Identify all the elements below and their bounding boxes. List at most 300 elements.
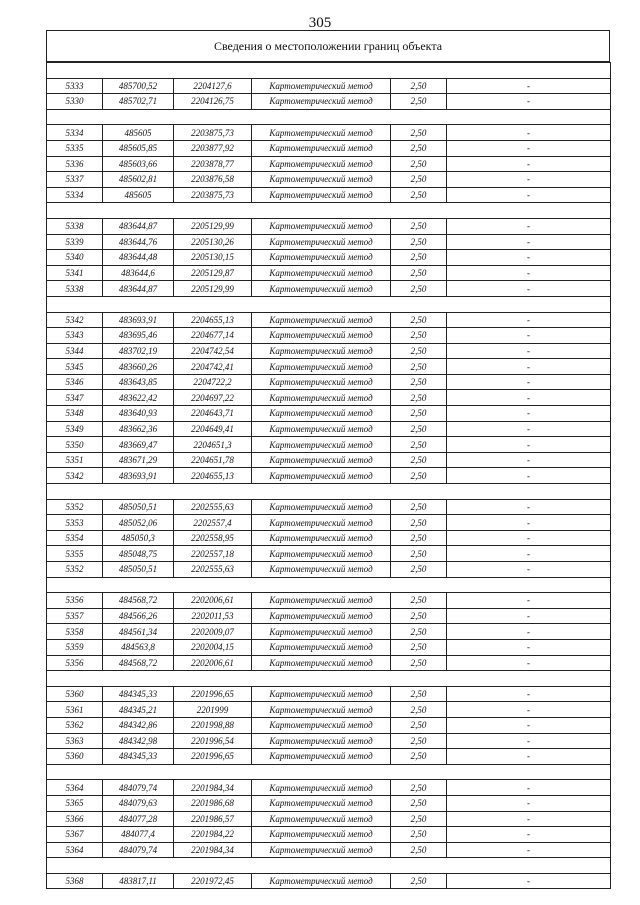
x-coordinate-cell: 483695,46	[103, 328, 174, 344]
description-cell: -	[447, 639, 611, 655]
table-row	[47, 250, 611, 266]
point-number-cell: 5363	[47, 733, 103, 749]
description-cell: -	[447, 717, 611, 733]
y-coordinate-cell: 2203875,73	[174, 187, 252, 203]
accuracy-cell: 2,50	[391, 281, 447, 297]
x-coordinate-cell: 484077,4	[103, 827, 174, 843]
y-coordinate-cell: 2201986,68	[174, 795, 252, 811]
x-coordinate-cell: 483817,11	[103, 873, 174, 889]
accuracy-cell: 2,50	[391, 374, 447, 390]
description-cell: -	[447, 562, 611, 578]
description-cell: -	[447, 827, 611, 843]
x-coordinate-cell: 483702,19	[103, 343, 174, 359]
description-cell: -	[447, 780, 611, 796]
y-coordinate-cell: 2203876,58	[174, 172, 252, 188]
description-cell: -	[447, 437, 611, 453]
table-row	[47, 343, 611, 359]
method-cell: Картометрический метод	[252, 218, 391, 234]
point-number-cell: 5364	[47, 842, 103, 858]
description-cell: -	[447, 795, 611, 811]
accuracy-cell: 2,50	[391, 546, 447, 562]
point-number-cell: 5339	[47, 234, 103, 250]
group-separator-row	[47, 109, 611, 125]
description-cell: -	[447, 655, 611, 671]
accuracy-cell: 2,50	[391, 452, 447, 468]
x-coordinate-cell: 485603,66	[103, 156, 174, 172]
description-cell: -	[447, 499, 611, 515]
accuracy-cell: 2,50	[391, 624, 447, 640]
point-number-cell: 5338	[47, 218, 103, 234]
description-cell: -	[447, 546, 611, 562]
y-coordinate-cell: 2204655,13	[174, 312, 252, 328]
table-row	[47, 795, 611, 811]
method-cell: Картометрический метод	[252, 717, 391, 733]
method-cell: Картометрический метод	[252, 140, 391, 156]
description-cell: -	[447, 125, 611, 141]
y-coordinate-cell: 2201996,65	[174, 749, 252, 765]
description-cell: -	[447, 749, 611, 765]
accuracy-cell: 2,50	[391, 187, 447, 203]
description-cell: -	[447, 281, 611, 297]
table-row	[47, 842, 611, 858]
description-cell: -	[447, 359, 611, 375]
description-cell: -	[447, 343, 611, 359]
method-cell: Картометрический метод	[252, 390, 391, 406]
table-row	[47, 125, 611, 141]
accuracy-cell: 2,50	[391, 468, 447, 484]
accuracy-cell: 2,50	[391, 94, 447, 110]
table-row	[47, 234, 611, 250]
y-coordinate-cell: 2201986,57	[174, 811, 252, 827]
y-coordinate-cell: 2201996,54	[174, 733, 252, 749]
table-row	[47, 265, 611, 281]
table-row	[47, 78, 611, 94]
coordinates-table	[46, 62, 611, 889]
y-coordinate-cell: 2201972,45	[174, 873, 252, 889]
y-coordinate-cell: 2201999	[174, 702, 252, 718]
description-cell: -	[447, 686, 611, 702]
group-separator-row	[47, 577, 611, 593]
method-cell: Картометрический метод	[252, 281, 391, 297]
accuracy-cell: 2,50	[391, 172, 447, 188]
x-coordinate-cell: 484079,74	[103, 842, 174, 858]
x-coordinate-cell: 483693,91	[103, 312, 174, 328]
point-number-cell: 5351	[47, 452, 103, 468]
x-coordinate-cell: 483644,87	[103, 218, 174, 234]
method-cell: Картометрический метод	[252, 639, 391, 655]
y-coordinate-cell: 2201984,22	[174, 827, 252, 843]
point-number-cell: 5342	[47, 468, 103, 484]
x-coordinate-cell: 485050,51	[103, 499, 174, 515]
method-cell: Картометрический метод	[252, 359, 391, 375]
y-coordinate-cell: 2204126,75	[174, 94, 252, 110]
table-row	[47, 359, 611, 375]
point-number-cell: 5343	[47, 328, 103, 344]
y-coordinate-cell: 2202558,95	[174, 530, 252, 546]
group-separator-row	[47, 203, 611, 219]
group-separator-row	[47, 764, 611, 780]
table-row	[47, 655, 611, 671]
method-cell: Картометрический метод	[252, 78, 391, 94]
method-cell: Картометрический метод	[252, 172, 391, 188]
x-coordinate-cell: 484077,28	[103, 811, 174, 827]
x-coordinate-cell: 485702,71	[103, 94, 174, 110]
accuracy-cell: 2,50	[391, 608, 447, 624]
point-number-cell: 5347	[47, 390, 103, 406]
x-coordinate-cell: 484345,33	[103, 749, 174, 765]
x-coordinate-cell: 485605	[103, 125, 174, 141]
table-row	[47, 608, 611, 624]
y-coordinate-cell: 2202555,63	[174, 499, 252, 515]
point-number-cell: 5337	[47, 172, 103, 188]
y-coordinate-cell: 2205129,99	[174, 218, 252, 234]
accuracy-cell: 2,50	[391, 78, 447, 94]
group-separator-row	[47, 296, 611, 312]
accuracy-cell: 2,50	[391, 421, 447, 437]
accuracy-cell: 2,50	[391, 811, 447, 827]
description-cell: -	[447, 873, 611, 889]
accuracy-cell: 2,50	[391, 140, 447, 156]
method-cell: Картометрический метод	[252, 593, 391, 609]
point-number-cell: 5338	[47, 281, 103, 297]
point-number-cell: 5341	[47, 265, 103, 281]
table-row	[47, 827, 611, 843]
method-cell: Картометрический метод	[252, 702, 391, 718]
method-cell: Картометрический метод	[252, 733, 391, 749]
description-cell: -	[447, 218, 611, 234]
accuracy-cell: 2,50	[391, 125, 447, 141]
method-cell: Картометрический метод	[252, 265, 391, 281]
method-cell: Картометрический метод	[252, 624, 391, 640]
x-coordinate-cell: 485050,3	[103, 530, 174, 546]
separator-cell	[47, 577, 611, 593]
method-cell: Картометрический метод	[252, 608, 391, 624]
point-number-cell: 5366	[47, 811, 103, 827]
x-coordinate-cell: 483644,6	[103, 265, 174, 281]
method-cell: Картометрический метод	[252, 343, 391, 359]
description-cell: -	[447, 390, 611, 406]
accuracy-cell: 2,50	[391, 780, 447, 796]
y-coordinate-cell: 2202004,15	[174, 639, 252, 655]
point-number-cell: 5350	[47, 437, 103, 453]
point-number-cell: 5352	[47, 562, 103, 578]
x-coordinate-cell: 485700,52	[103, 78, 174, 94]
accuracy-cell: 2,50	[391, 749, 447, 765]
accuracy-cell: 2,50	[391, 655, 447, 671]
x-coordinate-cell: 483640,93	[103, 406, 174, 422]
group-separator-row	[47, 63, 611, 79]
table-row	[47, 702, 611, 718]
description-cell: -	[447, 608, 611, 624]
accuracy-cell: 2,50	[391, 328, 447, 344]
table-row	[47, 312, 611, 328]
method-cell: Картометрический метод	[252, 468, 391, 484]
point-number-cell: 5352	[47, 499, 103, 515]
description-cell: -	[447, 328, 611, 344]
x-coordinate-cell: 485605	[103, 187, 174, 203]
y-coordinate-cell: 2204697,22	[174, 390, 252, 406]
method-cell: Картометрический метод	[252, 421, 391, 437]
y-coordinate-cell: 2203877,92	[174, 140, 252, 156]
y-coordinate-cell: 2202009,07	[174, 624, 252, 640]
y-coordinate-cell: 2202006,61	[174, 593, 252, 609]
method-cell: Картометрический метод	[252, 546, 391, 562]
method-cell: Картометрический метод	[252, 452, 391, 468]
separator-cell	[47, 109, 611, 125]
method-cell: Картометрический метод	[252, 374, 391, 390]
separator-cell	[47, 296, 611, 312]
y-coordinate-cell: 2202555,63	[174, 562, 252, 578]
table-row	[47, 639, 611, 655]
y-coordinate-cell: 2202557,18	[174, 546, 252, 562]
y-coordinate-cell: 2204655,13	[174, 468, 252, 484]
y-coordinate-cell: 2201998,88	[174, 717, 252, 733]
table-row	[47, 140, 611, 156]
method-cell: Картометрический метод	[252, 842, 391, 858]
accuracy-cell: 2,50	[391, 406, 447, 422]
point-number-cell: 5365	[47, 795, 103, 811]
method-cell: Картометрический метод	[252, 499, 391, 515]
y-coordinate-cell: 2203875,73	[174, 125, 252, 141]
point-number-cell: 5360	[47, 686, 103, 702]
table-row	[47, 437, 611, 453]
x-coordinate-cell: 484079,74	[103, 780, 174, 796]
description-cell: -	[447, 842, 611, 858]
accuracy-cell: 2,50	[391, 250, 447, 266]
accuracy-cell: 2,50	[391, 390, 447, 406]
method-cell: Картометрический метод	[252, 562, 391, 578]
table-row	[47, 562, 611, 578]
point-number-cell: 5355	[47, 546, 103, 562]
table-row	[47, 374, 611, 390]
table-row	[47, 624, 611, 640]
y-coordinate-cell: 2204677,14	[174, 328, 252, 344]
accuracy-cell: 2,50	[391, 827, 447, 843]
x-coordinate-cell: 485050,51	[103, 562, 174, 578]
x-coordinate-cell: 485605,85	[103, 140, 174, 156]
description-cell: -	[447, 452, 611, 468]
separator-cell	[47, 63, 611, 79]
x-coordinate-cell: 485052,06	[103, 515, 174, 531]
description-cell: -	[447, 406, 611, 422]
description-cell: -	[447, 265, 611, 281]
table-title: Сведения о местоположении границ объекта	[46, 30, 610, 62]
x-coordinate-cell: 483671,29	[103, 452, 174, 468]
description-cell: -	[447, 140, 611, 156]
group-separator-row	[47, 858, 611, 874]
y-coordinate-cell: 2205130,26	[174, 234, 252, 250]
x-coordinate-cell: 484561,34	[103, 624, 174, 640]
method-cell: Картометрический метод	[252, 125, 391, 141]
table-row	[47, 780, 611, 796]
description-cell: -	[447, 94, 611, 110]
x-coordinate-cell: 484568,72	[103, 655, 174, 671]
method-cell: Картометрический метод	[252, 250, 391, 266]
table-row	[47, 390, 611, 406]
x-coordinate-cell: 483669,47	[103, 437, 174, 453]
point-number-cell: 5342	[47, 312, 103, 328]
x-coordinate-cell: 483644,76	[103, 234, 174, 250]
accuracy-cell: 2,50	[391, 515, 447, 531]
y-coordinate-cell: 2204742,54	[174, 343, 252, 359]
accuracy-cell: 2,50	[391, 218, 447, 234]
table-row	[47, 468, 611, 484]
description-cell: -	[447, 172, 611, 188]
table-row	[47, 499, 611, 515]
method-cell: Картометрический метод	[252, 686, 391, 702]
description-cell: -	[447, 421, 611, 437]
description-cell: -	[447, 187, 611, 203]
separator-cell	[47, 858, 611, 874]
method-cell: Картометрический метод	[252, 811, 391, 827]
point-number-cell: 5334	[47, 187, 103, 203]
x-coordinate-cell: 483643,85	[103, 374, 174, 390]
method-cell: Картометрический метод	[252, 827, 391, 843]
x-coordinate-cell: 484345,33	[103, 686, 174, 702]
table-row	[47, 733, 611, 749]
method-cell: Картометрический метод	[252, 655, 391, 671]
y-coordinate-cell: 2203878,77	[174, 156, 252, 172]
description-cell: -	[447, 515, 611, 531]
accuracy-cell: 2,50	[391, 842, 447, 858]
point-number-cell: 5334	[47, 125, 103, 141]
method-cell: Картометрический метод	[252, 94, 391, 110]
table-row	[47, 218, 611, 234]
point-number-cell: 5358	[47, 624, 103, 640]
description-cell: -	[447, 468, 611, 484]
table-row	[47, 452, 611, 468]
table-row	[47, 686, 611, 702]
point-number-cell: 5344	[47, 343, 103, 359]
y-coordinate-cell: 2202006,61	[174, 655, 252, 671]
table-row	[47, 94, 611, 110]
x-coordinate-cell: 484568,72	[103, 593, 174, 609]
accuracy-cell: 2,50	[391, 499, 447, 515]
y-coordinate-cell: 2205129,99	[174, 281, 252, 297]
point-number-cell: 5348	[47, 406, 103, 422]
point-number-cell: 5340	[47, 250, 103, 266]
method-cell: Картометрический метод	[252, 312, 391, 328]
x-coordinate-cell: 484079,63	[103, 795, 174, 811]
point-number-cell: 5359	[47, 639, 103, 655]
accuracy-cell: 2,50	[391, 437, 447, 453]
point-number-cell: 5346	[47, 374, 103, 390]
group-separator-row	[47, 484, 611, 500]
accuracy-cell: 2,50	[391, 530, 447, 546]
method-cell: Картометрический метод	[252, 530, 391, 546]
point-number-cell: 5330	[47, 94, 103, 110]
description-cell: -	[447, 530, 611, 546]
separator-cell	[47, 764, 611, 780]
accuracy-cell: 2,50	[391, 733, 447, 749]
point-number-cell: 5335	[47, 140, 103, 156]
accuracy-cell: 2,50	[391, 873, 447, 889]
table-row	[47, 873, 611, 889]
point-number-cell: 5345	[47, 359, 103, 375]
point-number-cell: 5362	[47, 717, 103, 733]
method-cell: Картометрический метод	[252, 749, 391, 765]
table-row	[47, 281, 611, 297]
description-cell: -	[447, 156, 611, 172]
point-number-cell: 5356	[47, 593, 103, 609]
point-number-cell: 5364	[47, 780, 103, 796]
table-row	[47, 421, 611, 437]
description-cell: -	[447, 312, 611, 328]
point-number-cell: 5356	[47, 655, 103, 671]
x-coordinate-cell: 485602,81	[103, 172, 174, 188]
table-row	[47, 717, 611, 733]
y-coordinate-cell: 2201984,34	[174, 780, 252, 796]
description-cell: -	[447, 624, 611, 640]
x-coordinate-cell: 483644,87	[103, 281, 174, 297]
table-row	[47, 530, 611, 546]
table-row	[47, 172, 611, 188]
x-coordinate-cell: 483622,42	[103, 390, 174, 406]
accuracy-cell: 2,50	[391, 702, 447, 718]
table-row	[47, 515, 611, 531]
point-number-cell: 5336	[47, 156, 103, 172]
x-coordinate-cell: 484566,26	[103, 608, 174, 624]
description-cell: -	[447, 78, 611, 94]
x-coordinate-cell: 483662,36	[103, 421, 174, 437]
x-coordinate-cell: 483644,48	[103, 250, 174, 266]
method-cell: Картометрический метод	[252, 187, 391, 203]
page-number: 305	[308, 15, 332, 31]
description-cell: -	[447, 702, 611, 718]
method-cell: Картометрический метод	[252, 437, 391, 453]
description-cell: -	[447, 234, 611, 250]
y-coordinate-cell: 2205129,87	[174, 265, 252, 281]
y-coordinate-cell: 2204742,41	[174, 359, 252, 375]
accuracy-cell: 2,50	[391, 156, 447, 172]
method-cell: Картометрический метод	[252, 795, 391, 811]
method-cell: Картометрический метод	[252, 406, 391, 422]
table-row	[47, 546, 611, 562]
accuracy-cell: 2,50	[391, 312, 447, 328]
accuracy-cell: 2,50	[391, 593, 447, 609]
method-cell: Картометрический метод	[252, 156, 391, 172]
table-row	[47, 406, 611, 422]
point-number-cell: 5357	[47, 608, 103, 624]
x-coordinate-cell: 483660,26	[103, 359, 174, 375]
description-cell: -	[447, 811, 611, 827]
point-number-cell: 5368	[47, 873, 103, 889]
point-number-cell: 5354	[47, 530, 103, 546]
description-cell: -	[447, 374, 611, 390]
table-row	[47, 593, 611, 609]
point-number-cell: 5333	[47, 78, 103, 94]
table-row	[47, 187, 611, 203]
accuracy-cell: 2,50	[391, 686, 447, 702]
method-cell: Картометрический метод	[252, 515, 391, 531]
y-coordinate-cell: 2205130,15	[174, 250, 252, 266]
accuracy-cell: 2,50	[391, 562, 447, 578]
y-coordinate-cell: 2202011,53	[174, 608, 252, 624]
method-cell: Картометрический метод	[252, 234, 391, 250]
x-coordinate-cell: 484345,21	[103, 702, 174, 718]
description-cell: -	[447, 593, 611, 609]
description-cell: -	[447, 250, 611, 266]
y-coordinate-cell: 2204722,2	[174, 374, 252, 390]
y-coordinate-cell: 2204651,3	[174, 437, 252, 453]
accuracy-cell: 2,50	[391, 343, 447, 359]
separator-cell	[47, 671, 611, 687]
y-coordinate-cell: 2201996,65	[174, 686, 252, 702]
x-coordinate-cell: 484342,86	[103, 717, 174, 733]
separator-cell	[47, 484, 611, 500]
group-separator-row	[47, 671, 611, 687]
y-coordinate-cell: 2204643,71	[174, 406, 252, 422]
